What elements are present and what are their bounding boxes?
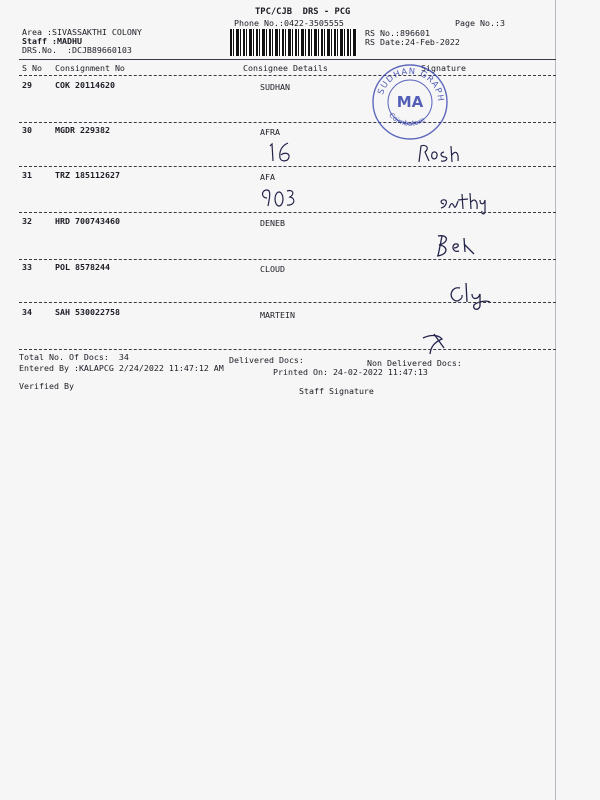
row-sno: 30 <box>22 125 32 135</box>
printed-on: Printed On: 24-02-2022 11:47:13 <box>273 367 428 377</box>
stamp-center-text: MA <box>396 93 424 111</box>
barcode <box>230 29 357 56</box>
col-signature: Signature <box>421 63 466 73</box>
row-sno: 33 <box>22 262 32 272</box>
header-rule-bottom <box>19 75 556 76</box>
row-consignment: MGDR 229382 <box>55 125 110 135</box>
row-divider <box>19 259 556 260</box>
area-label: Area :SIVASSAKTHI COLONY <box>22 27 142 37</box>
row-sno: 31 <box>22 170 32 180</box>
phone-number: Phone No.:0422-3505555 <box>234 18 344 28</box>
row-divider <box>19 212 556 213</box>
rs-date: RS Date:24-Feb-2022 <box>365 37 460 47</box>
non-delivered-docs: Non Delivered Docs: <box>367 358 462 368</box>
stamp-top-text: SUDHAN GRAPH <box>376 66 446 103</box>
row-consignment: SAH 530022758 <box>55 307 120 317</box>
row-consignment: COK 20114620 <box>55 80 115 90</box>
handwritten-note <box>266 140 296 164</box>
verified-by: Verified By <box>19 381 74 391</box>
header-rule-top <box>19 59 556 60</box>
row-consignee: SUDHAN <box>260 82 290 92</box>
col-sno: S No <box>22 63 42 73</box>
row-divider <box>19 302 556 303</box>
row-divider <box>19 122 556 123</box>
row-consignee: MARTEIN <box>260 310 295 320</box>
total-docs: Total No. Of Docs: 34 <box>19 352 129 362</box>
report-title: TPC/CJB DRS - PCG <box>255 7 351 17</box>
handwritten-signature <box>446 280 494 312</box>
page-edge <box>555 0 556 800</box>
col-consignment: Consignment No <box>55 63 125 73</box>
col-consignee: Consignee Details <box>243 63 328 73</box>
row-consignment: TRZ 185112627 <box>55 170 120 180</box>
row-consignee: AFRA <box>260 127 280 137</box>
row-divider <box>19 349 556 350</box>
company-stamp <box>370 62 450 142</box>
handwritten-signature <box>416 142 462 166</box>
staff-label: Staff :MADHU <box>22 36 82 46</box>
row-consignment: POL 8578244 <box>55 262 110 272</box>
entered-by: Entered By :KALAPCG 2/24/2022 11:47:12 AM <box>19 363 224 373</box>
rs-number: RS No.:896601 <box>365 28 430 38</box>
delivered-docs: Delivered Docs: <box>229 355 304 365</box>
page-number: Page No.:3 <box>455 18 505 28</box>
row-sno: 32 <box>22 216 32 226</box>
stamp-bottom-text: Coimbatore <box>387 111 427 128</box>
drs-number: DRS.No. :DCJB89660103 <box>22 45 132 55</box>
staff-signature: Staff Signature <box>299 386 374 396</box>
row-consignment: HRD 700743460 <box>55 216 120 226</box>
handwritten-signature <box>420 330 450 356</box>
svg-text:Coimbatore <box>387 111 426 128</box>
row-consignee: DENEB <box>260 218 285 228</box>
handwritten-note <box>258 186 298 210</box>
row-sno: 29 <box>22 80 32 90</box>
row-consignee: CLOUD <box>260 264 285 274</box>
handwritten-signature <box>432 232 478 260</box>
row-consignee: AFA <box>260 172 275 182</box>
row-divider <box>19 166 556 167</box>
row-sno: 34 <box>22 307 32 317</box>
